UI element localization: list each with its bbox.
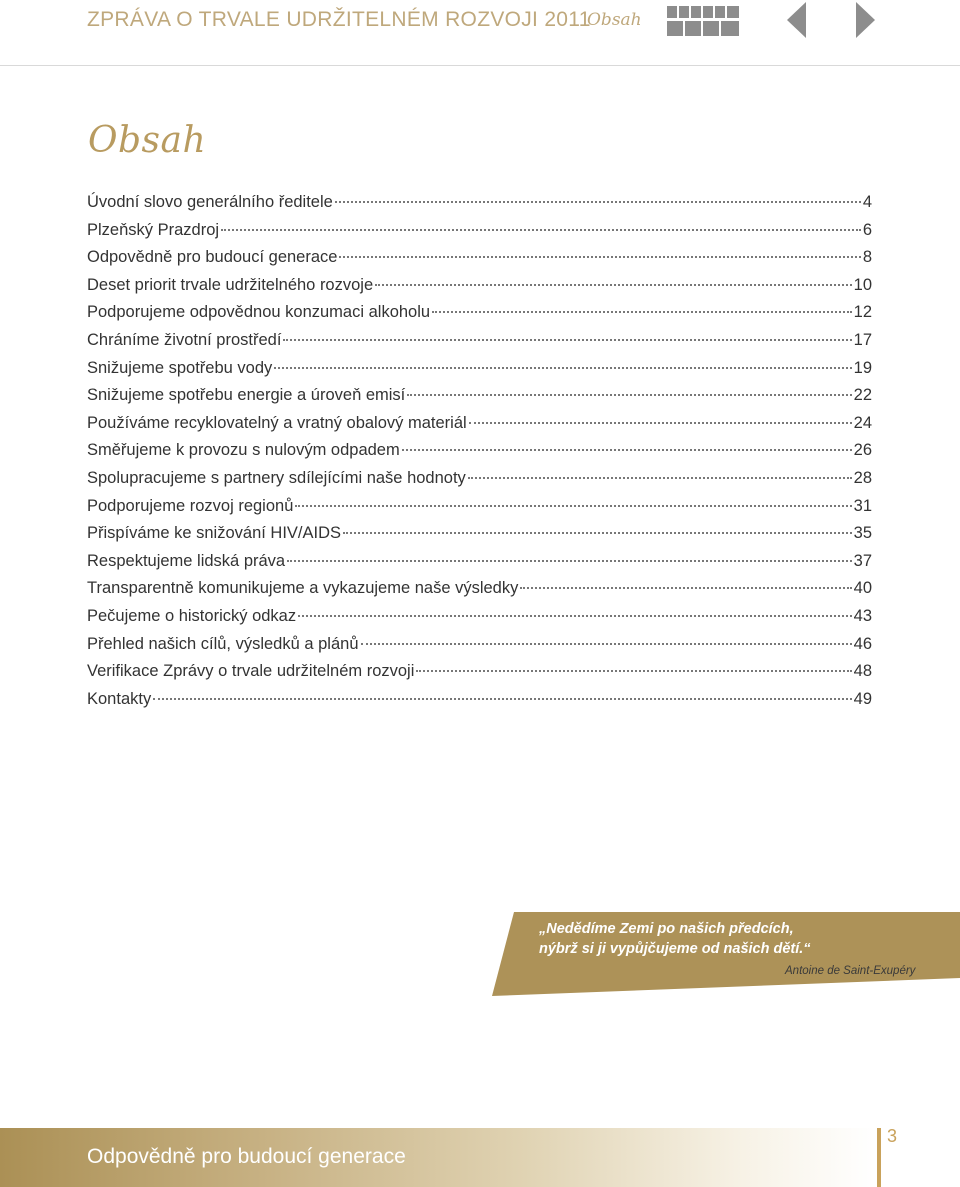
- toc-entry[interactable]: [87, 331, 872, 359]
- toc-entry-label: Transparentně komunikujeme a vykazujeme naše výsledky: [87, 579, 519, 598]
- toc-entry-page: 35: [853, 524, 872, 543]
- toc-entry-label: Verifikace Zprávy o trvale udržitelném rozvoji: [87, 662, 415, 681]
- toc-entry-page: 4: [862, 193, 872, 211]
- toc-entry[interactable]: [87, 662, 872, 690]
- toc-dot-leader: [343, 532, 852, 534]
- toc-entry-page: 37: [853, 551, 872, 570]
- toc-dot-leader: [339, 256, 860, 258]
- toc-entry[interactable]: [87, 690, 872, 718]
- report-title: ZPRÁVA O TRVALE UDRŽITELNÉM ROZVOJI 2011: [87, 8, 591, 31]
- page-header: [0, 0, 960, 66]
- toc-entry[interactable]: [87, 386, 872, 414]
- toc-entry-label: Směřujeme k provozu s nulovým odpadem: [87, 441, 400, 460]
- toc-entry[interactable]: [87, 441, 872, 469]
- toc-entry-label: Spolupracujeme s partnery sdílejícími naše hodnoty: [87, 468, 466, 487]
- quote-text-line-2: nýbrž si ji vypůjčujeme od našich dětí.“: [539, 941, 811, 957]
- toc-entry-label: Přehled našich cílů, výsledků a plánů: [87, 634, 359, 653]
- toc-entry-label: Chráníme životní prostředí: [87, 330, 282, 349]
- toc-entry-label: Používáme recyklovatelný a vratný obalový materiál: [87, 413, 467, 432]
- toc-dot-leader: [274, 367, 851, 369]
- next-page-arrow-icon[interactable]: [855, 2, 875, 38]
- toc-dot-leader: [468, 477, 852, 479]
- toc-entry[interactable]: [87, 303, 872, 331]
- toc-entry-page: 49: [853, 689, 872, 708]
- toc-entry-page: 10: [853, 275, 872, 294]
- header-divider: [0, 65, 960, 66]
- toc-entry-page: 22: [853, 386, 872, 405]
- toc-dot-leader: [402, 449, 852, 451]
- toc-entry-page: 48: [853, 662, 872, 681]
- toc-entry[interactable]: [87, 469, 872, 497]
- toc-entry[interactable]: [87, 414, 872, 442]
- page-marker: [877, 1128, 881, 1187]
- toc-dot-leader: [407, 394, 851, 396]
- toc-entry-page: 12: [853, 303, 872, 322]
- toc-dot-leader: [287, 560, 852, 562]
- toc-dot-leader: [221, 229, 861, 231]
- quote-author: Antoine de Saint-Exupéry: [785, 965, 916, 977]
- toc-entry-page: 28: [853, 468, 872, 487]
- previous-page-arrow-icon[interactable]: [787, 2, 807, 38]
- toc-entry-label: Pečujeme o historický odkaz: [87, 606, 297, 625]
- toc-entry-label: Respektujeme lidská práva: [87, 551, 286, 570]
- toc-entry[interactable]: [87, 552, 872, 580]
- toc-dot-leader: [335, 201, 861, 203]
- toc-dot-leader: [153, 698, 851, 700]
- toc-entry[interactable]: [87, 276, 872, 304]
- toc-dot-leader: [375, 284, 852, 286]
- toc-dot-leader: [298, 615, 852, 617]
- footer-text: Odpovědně pro budoucí generace: [87, 1145, 406, 1168]
- toc-entry[interactable]: [87, 497, 872, 525]
- toc-entry-page: 26: [853, 441, 872, 460]
- toc-entry-page: 40: [853, 579, 872, 598]
- toc-dot-leader: [520, 587, 851, 589]
- toc-entry-page: 31: [853, 496, 872, 515]
- section-label: Obsah: [587, 10, 642, 30]
- toc-entry-page: 24: [853, 413, 872, 432]
- toc-entry[interactable]: [87, 524, 872, 552]
- quote-text-line-1: „Nedědíme Zemi po našich předcích,: [539, 921, 794, 937]
- toc-dot-leader: [432, 311, 852, 313]
- toc-entry[interactable]: [87, 635, 872, 663]
- toc-entry[interactable]: [87, 193, 872, 221]
- toc-entry-label: Podporujeme odpovědnou konzumaci alkoholu: [87, 303, 431, 322]
- toc-entry-page: 43: [853, 606, 872, 625]
- toc-entry-page: 19: [853, 358, 872, 377]
- overview-grid-icon[interactable]: [666, 4, 742, 38]
- page-number: 3: [887, 1126, 898, 1146]
- toc-dot-leader: [283, 339, 851, 341]
- quote-banner: [490, 912, 960, 998]
- page-title: Obsah: [88, 120, 207, 161]
- toc-dot-leader: [295, 505, 851, 507]
- toc-entry-label: Plzeňský Prazdroj: [87, 220, 220, 239]
- toc-entry-label: Podporujeme rozvoj regionů: [87, 496, 294, 515]
- toc-entry-label: Úvodní slovo generálního ředitele: [87, 193, 333, 211]
- toc-entry-page: 46: [853, 634, 872, 653]
- toc-dot-leader: [416, 670, 851, 672]
- toc-entry-label: Snižujeme spotřebu vody: [87, 358, 273, 377]
- toc-entry-page: 6: [862, 220, 872, 239]
- toc-entry-label: Snižujeme spotřebu energie a úroveň emisí: [87, 386, 406, 405]
- toc-entry-label: Deset priorit trvale udržitelného rozvoje: [87, 275, 374, 294]
- toc-entry-label: Odpovědně pro budoucí generace: [87, 248, 338, 267]
- toc-entry[interactable]: [87, 607, 872, 635]
- toc-entry-label: Přispíváme ke snižování HIV/AIDS: [87, 524, 342, 543]
- toc-entry-page: 17: [853, 330, 872, 349]
- toc-entry[interactable]: [87, 221, 872, 249]
- toc-entry[interactable]: [87, 248, 872, 276]
- table-of-contents: [87, 193, 872, 717]
- toc-entry-page: 8: [862, 248, 872, 267]
- toc-dot-leader: [469, 422, 852, 424]
- toc-dot-leader: [361, 643, 852, 645]
- toc-entry[interactable]: [87, 579, 872, 607]
- toc-entry-label: Kontakty: [87, 689, 152, 708]
- toc-entry[interactable]: [87, 359, 872, 387]
